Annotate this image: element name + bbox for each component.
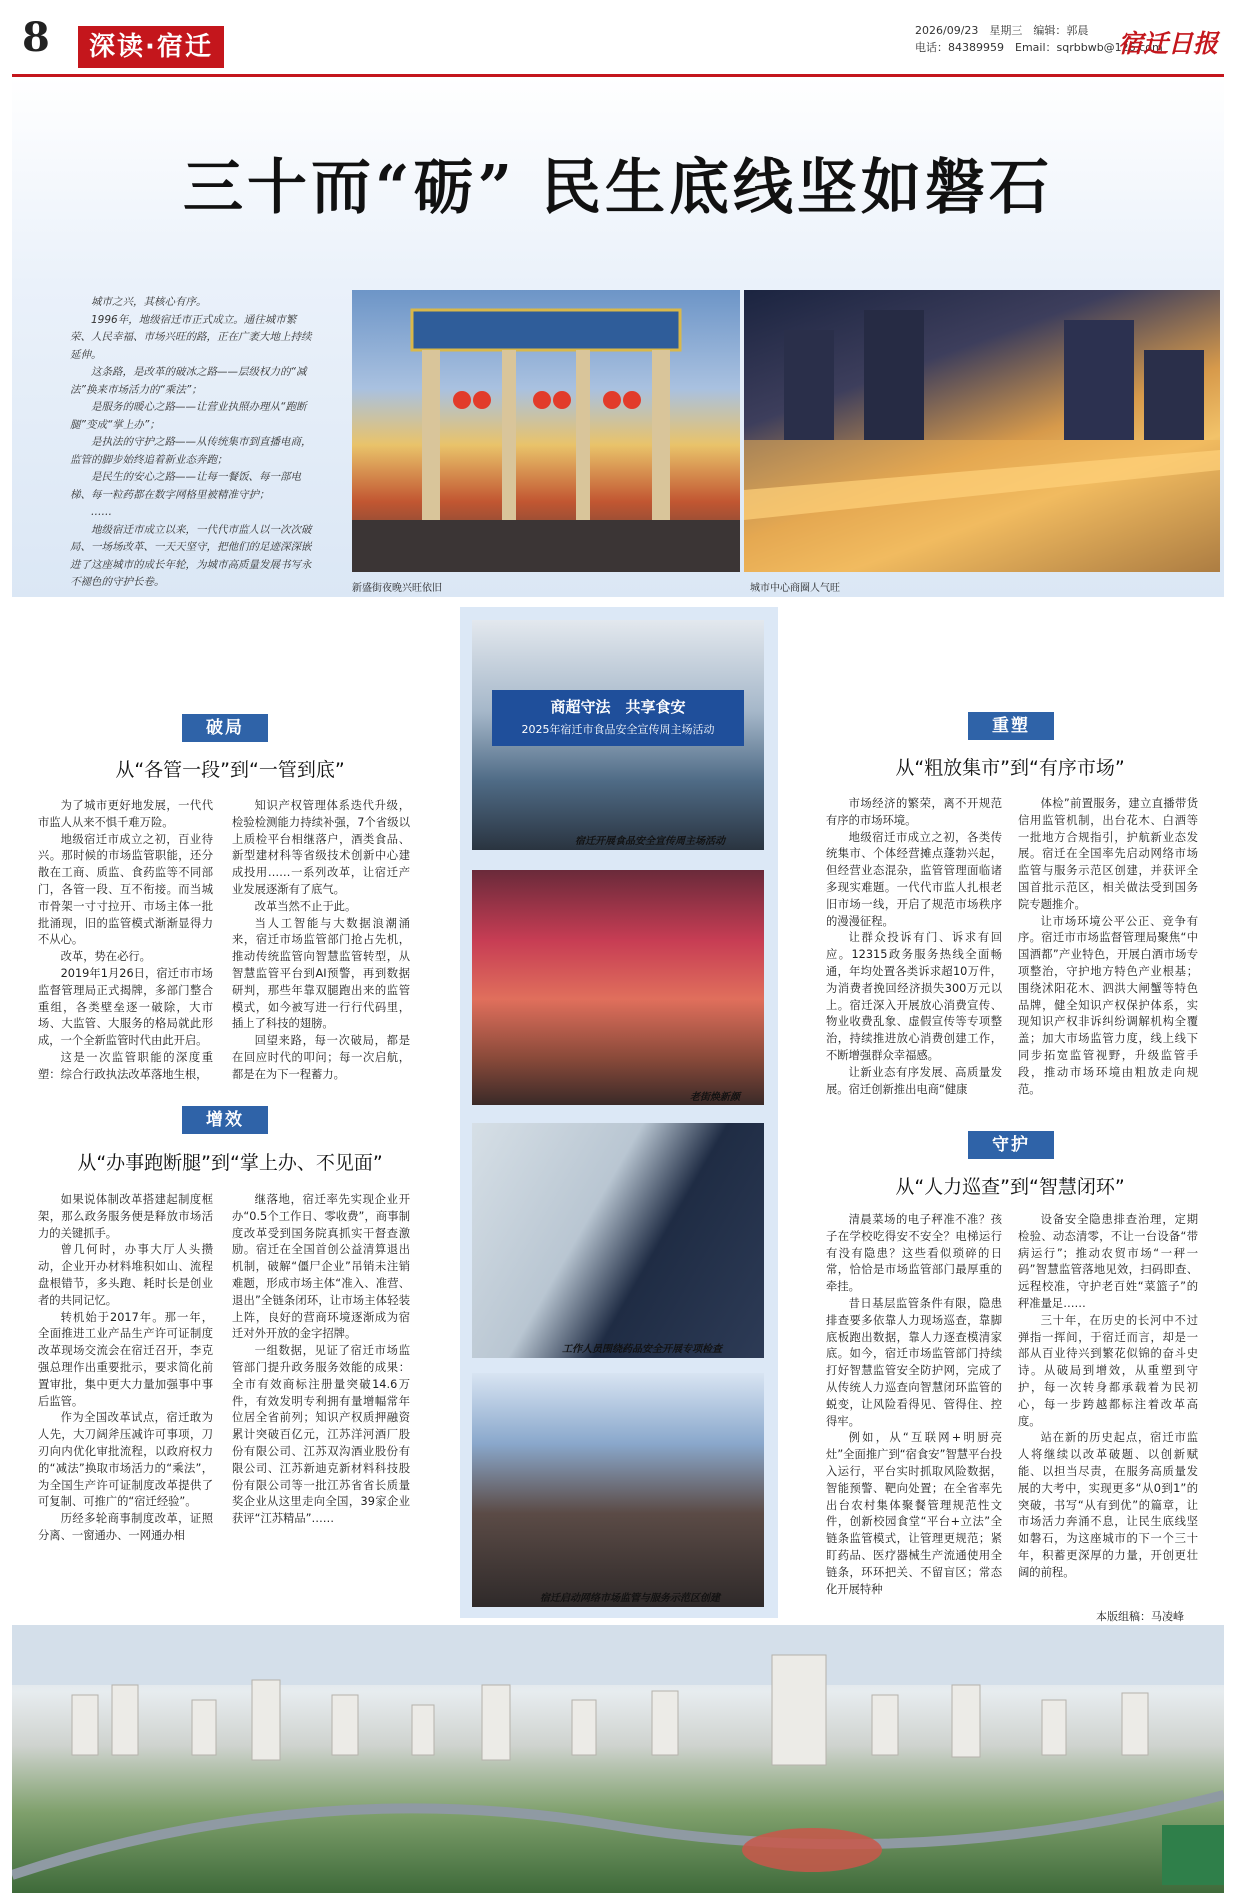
article-column (38, 798, 213, 1084)
gate-illustration (352, 290, 740, 572)
page-number: 8 (22, 14, 50, 61)
photo-food-safety-event (472, 620, 764, 850)
paragraph: 站在新的历史起点，宿迁市监人将继续以改革破题、以创新赋能、以担当尽责，在服务高质量发展的大考中，实现更多“从0到1”的突破，书写“从有到优”的篇章，让市场活力奔涌不息，让民生底线坚如磐石，为这座城市的下一个三十年，积蓄更深厚的力量，开创更壮阔的前程。 (1018, 1431, 1198, 1579)
article-column (232, 798, 410, 1084)
paragraph: 这是一次监管职能的深度重塑：综合行政执法改革落地生根， (38, 1050, 213, 1081)
paragraph: 让新业态有序发展、高质量发展。宿迁创新推出电商“健康 (826, 1065, 1002, 1096)
aerial-city-illustration (12, 1625, 1224, 1893)
intro-paragraph: 城市之兴，其核心有序。 (91, 296, 207, 308)
paragraph: 体检”前置服务，建立直播带货信用监管机制，出台花木、白酒等一批地方合规指引，护航新业态发展。宿迁在全国率先启动网络市场监管与服务示范区创建，并获评全国首批示范区，相关做法受到国务院专题推介。 (1018, 797, 1198, 911)
article-column (1018, 1212, 1198, 1582)
intro-paragraph: 这条路，是改革的破冰之路——层级权力的“减法”换来市场活力的“乘法”； (70, 366, 307, 396)
event-banner-title: 2025年宿迁市食品安全宣传周主场活动 (521, 723, 715, 736)
paragraph: 曾几何时，办事大厅人头攒动，企业开办材料堆积如山、流程盘根错节，多头跑、耗时长是创业者的共同记忆。 (38, 1243, 213, 1307)
paragraph: 转机始于2017年。那一年，全面推进工业产品生产许可证制度改革现场交流会在宿迁召开，李克强总理作出重要批示，要求简化前置审批，集中更大力量加强事中事后监管。 (38, 1310, 213, 1408)
photo-xinsheng-street (352, 290, 740, 572)
event-banner (492, 690, 744, 746)
photo-caption: 宿迁开展食品安全宣传周主场活动 (575, 836, 725, 847)
photo-caption: 新盛街夜晚兴旺依旧 (352, 583, 442, 594)
intro-text (70, 294, 315, 592)
paragraph: 回望来路，每一次破局，都是在回应时代的叩问；每一次启航，都是在为下一程蓄力。 (232, 1034, 410, 1081)
article-column (826, 796, 1002, 1098)
article-column (826, 1212, 1002, 1598)
paragraph: 如果说体制改革搭建起制度框架，那么政务服务便是释放市场活力的关键抓手。 (38, 1193, 213, 1240)
paragraph: 昔日基层监管条件有限，隐患排查要多依靠人力现场巡查，靠脚底板跑出数据，靠人力逐查模清家底。如今，宿迁市场监管部门持续打好智慧监管安全防护网，完成了从传统人力巡查向智慧闭环监管的蜕变，让风险看得见、管得住、控得牢。 (826, 1296, 1002, 1428)
paragraph: 让市场环境公平公正、竞争有序。宿迁市市场监督管理局聚焦“中国酒都”产业特色，开展白酒市场专项整治，守护地方特色产业根基；围绕沭阳花木、泗洪大闸蟹等特色品牌，健全知识产权保护体系，实现知识产权非诉纠纷调解机构全覆盖；加大市场监管力度，线上线下同步拓宽监管视野，升级监管手段，推动市场环境由粗放走向规范。 (1018, 914, 1198, 1096)
paragraph: 2019年1月26日，宿迁市市场监督管理局正式揭牌，多部门整合重组，各类壁垒逐一破除，大市场、大监管、大服务的格局就此形成，一个全新监管时代由此开启。 (38, 966, 213, 1048)
intro-paragraph: 是服务的暖心之路——让营业执照办理从“跑断腿”变成“掌上办”； (70, 401, 307, 431)
paragraph: 让群众投诉有门、诉求有回应。12315政务服务热线全面畅通，年均处置各类诉求超10万件，为消费者挽回经济损失300万元以上。宿迁深入开展放心消费宣传、物业收费乱象、虚假宣传等专项整治，持续推进放心消费创建工作，不断增强群众幸福感。 (826, 931, 1002, 1062)
paragraph: 继落地，宿迁率先实现企业开办“0.5个工作日、零收费”，商事制度改革受到国务院真抓实干督查激励。宿迁在全国首创公益清算退出机制，破解“僵尸企业”吊销未注销难题，形成市场主体“准入、准营、退出”全链条闭环，让市场主体轻装上阵，良好的营商环境逐渐成为宿迁对外开放的金字招牌。 (232, 1193, 410, 1341)
intro-paragraph: 是执法的守护之路——从传统集市到直播电商，监管的脚步始终追着新业态奔跑； (70, 436, 312, 466)
photo-caption: 工作人员围绕药品安全开展专项检查 (562, 1344, 722, 1355)
section-tag-shouhu: 守护 (968, 1131, 1054, 1159)
paragraph: 例如，从“互联网+明厨亮灶”全面推广到“宿食安”智慧平台投入运行，平台实时抓取风险数据，智能预警、靶向处置；在全省率先出台农村集体聚餐管理规范性文件，创新校园食堂“平台+立法”全链条监管模式，让管理更规范；紧盯药品、医疗器械生产流通使用全链条，环环把关、不留盲区；常态化开展特种 (826, 1431, 1002, 1596)
intro-paragraph: 是民生的安心之路——让每一餐饭、每一部电梯、每一粒药都在数字网格里被精准守护； (70, 471, 301, 501)
section-subtitle-poju: 从“各管一段”到“一管到底” (115, 759, 345, 781)
paragraph: 设备安全隐患排查治理，定期检验、动态清零，不让一台设备“带病运行”；推动农贸市场“一秤一码”智慧监管落地见效，扫码即查、远程校准，守护老百姓“菜篮子”的秤准量足…… (1018, 1213, 1198, 1310)
paragraph: 作为全国改革试点，宿迁敢为人先，大刀阔斧压减许可事项，刀刃向内优化审批流程，以政府权力的“减法”换取市场活力的“乘法”，为全国生产许可证制度改革提供了可复制、可推广的“宿迁经验”。 (38, 1411, 213, 1509)
paragraph: 当人工智能与大数据浪潮涌来，宿迁市场监管部门抢占先机，推动传统监管向智慧监管转型，从智慧监管平台到AI预警，再到数据研判，那些年靠双腿跑出来的监管模式，如今被写进一行行代码里，插上了科技的翅膀。 (232, 916, 410, 1031)
paragraph: 三十年，在历史的长河中不过弹指一挥间，于宿迁而言，却是一部从百业待兴到繁花似锦的奋斗史诗。从破局到增效，从重塑到守护，每一次转身都承载着为民初心，每一步跨越都标注着改革高度。 (1018, 1313, 1198, 1428)
paragraph: 改革当然不止于此。 (254, 899, 357, 913)
section-subtitle-chongsu: 从“粗放集市”到“有序市场” (895, 757, 1125, 779)
section-tag-chongsu: 重塑 (968, 712, 1054, 740)
headline: 三十而“砺” 民生底线坚如磐石 (183, 153, 1053, 223)
paragraph: 清晨菜场的电子秤准不准？孩子在学校吃得安不安全？电梯运行有没有隐患？这些看似琐碎的日常，恰恰是市场监管部门最厚重的牵挂。 (826, 1213, 1002, 1294)
photo-aerial-city (12, 1625, 1224, 1893)
photo-caption: 城市中心商圈人气旺 (750, 583, 840, 594)
intro-paragraph: 地级宿迁市成立以来，一代代市监人以一次次破局、一场场改革、一天天坚守，把他们的足迹深深嵌进了这座城市的成长年轮，为城市高质量发展书写永不褪色的守护长卷。 (70, 523, 312, 588)
date-line: 2026/09/23 星期三 编辑：郭晨 (915, 24, 1089, 37)
paragraph: 知识产权管理体系迭代升级，检验检测能力持续补强，7个省级以上质检平台相继落户，酒类食品、新型建材科等省级技术创新中心建成投用……一系列改革，让宿迁产业发展逐渐有了底气。 (232, 799, 410, 896)
article-column (38, 1192, 213, 1545)
contact-line: 电话：84389959 Email：sqrbbwb@126.com (915, 41, 1163, 54)
paragraph: 历经多轮商事制度改革，证照分离、一窗通办、一网通办相 (38, 1512, 213, 1542)
section-tag-zengxiao: 增效 (182, 1106, 268, 1134)
paper-name: 宿迁日报 (1118, 29, 1219, 58)
photo-old-street (472, 870, 764, 1105)
section-subtitle-shouhu: 从“人力巡查”到“智慧闭环” (895, 1176, 1125, 1198)
intro-paragraph: …… (91, 506, 112, 518)
editor-note: 本版组稿：马凌峰 (1096, 1610, 1184, 1623)
paragraph: 地级宿迁市成立之初，百业待兴。那时候的市场监管职能，还分散在工商、质监、食药监等不同部门，各管一段、互不衔接。而当城市骨架一寸寸拉开、市场主体一批批涌现，旧的监管模式渐渐显得力不从心。 (38, 832, 213, 947)
photo-meeting (472, 1373, 764, 1607)
photo-caption: 宿迁启动网络市场监管与服务示范区创建 (540, 1593, 720, 1604)
paragraph: 改革，势在必行。 (60, 950, 151, 964)
section-tag: 深读·宿迁 (78, 26, 224, 68)
intro-paragraph: 1996年，地级宿迁市正式成立。通往城市繁荣、人民幸福、市场兴旺的路，正在广袤大地上持续延伸。 (70, 313, 312, 361)
article-column (232, 1192, 410, 1528)
photo-caption: 老街焕新颜 (690, 1092, 740, 1103)
section-tag-poju: 破局 (182, 714, 268, 742)
event-banner-slogan: 商超守法 共享食安 (550, 698, 686, 716)
article-column (1018, 796, 1198, 1098)
photo-drug-inspection (472, 1123, 764, 1358)
section-subtitle-zengxiao: 从“办事跑断腿”到“掌上办、不见面” (77, 1152, 383, 1174)
paragraph: 市场经济的繁荣，离不开规范有序的市场环境。 (826, 797, 1002, 827)
paragraph: 地级宿迁市成立之初，各类传统集市、个体经营摊点蓬勃兴起，但经营业态混杂，监管管理面临诸多现实难题。一代代市监人扎根老旧市场一线，开启了规范市场秩序的漫漫征程。 (826, 830, 1002, 928)
paragraph: 为了城市更好地发展，一代代市监人从来不惧千难万险。 (38, 799, 213, 829)
night-city-illustration (744, 290, 1220, 572)
photo-city-center (744, 290, 1220, 572)
paragraph: 一组数据，见证了宿迁市场监管部门提升政务服务效能的成果：全市有效商标注册量突破14.6万件，有效发明专利拥有量增幅常年位居全省前列；知识产权质押融资累计突破百亿元，江苏洋河酒厂股份有限公司、江苏双沟酒业股份有限公司、江苏新迪克新材料科技股份有限公司等一批江苏省省长质量奖企业从这里走向全国，39家企业获评“江苏精品”…… (232, 1344, 410, 1526)
